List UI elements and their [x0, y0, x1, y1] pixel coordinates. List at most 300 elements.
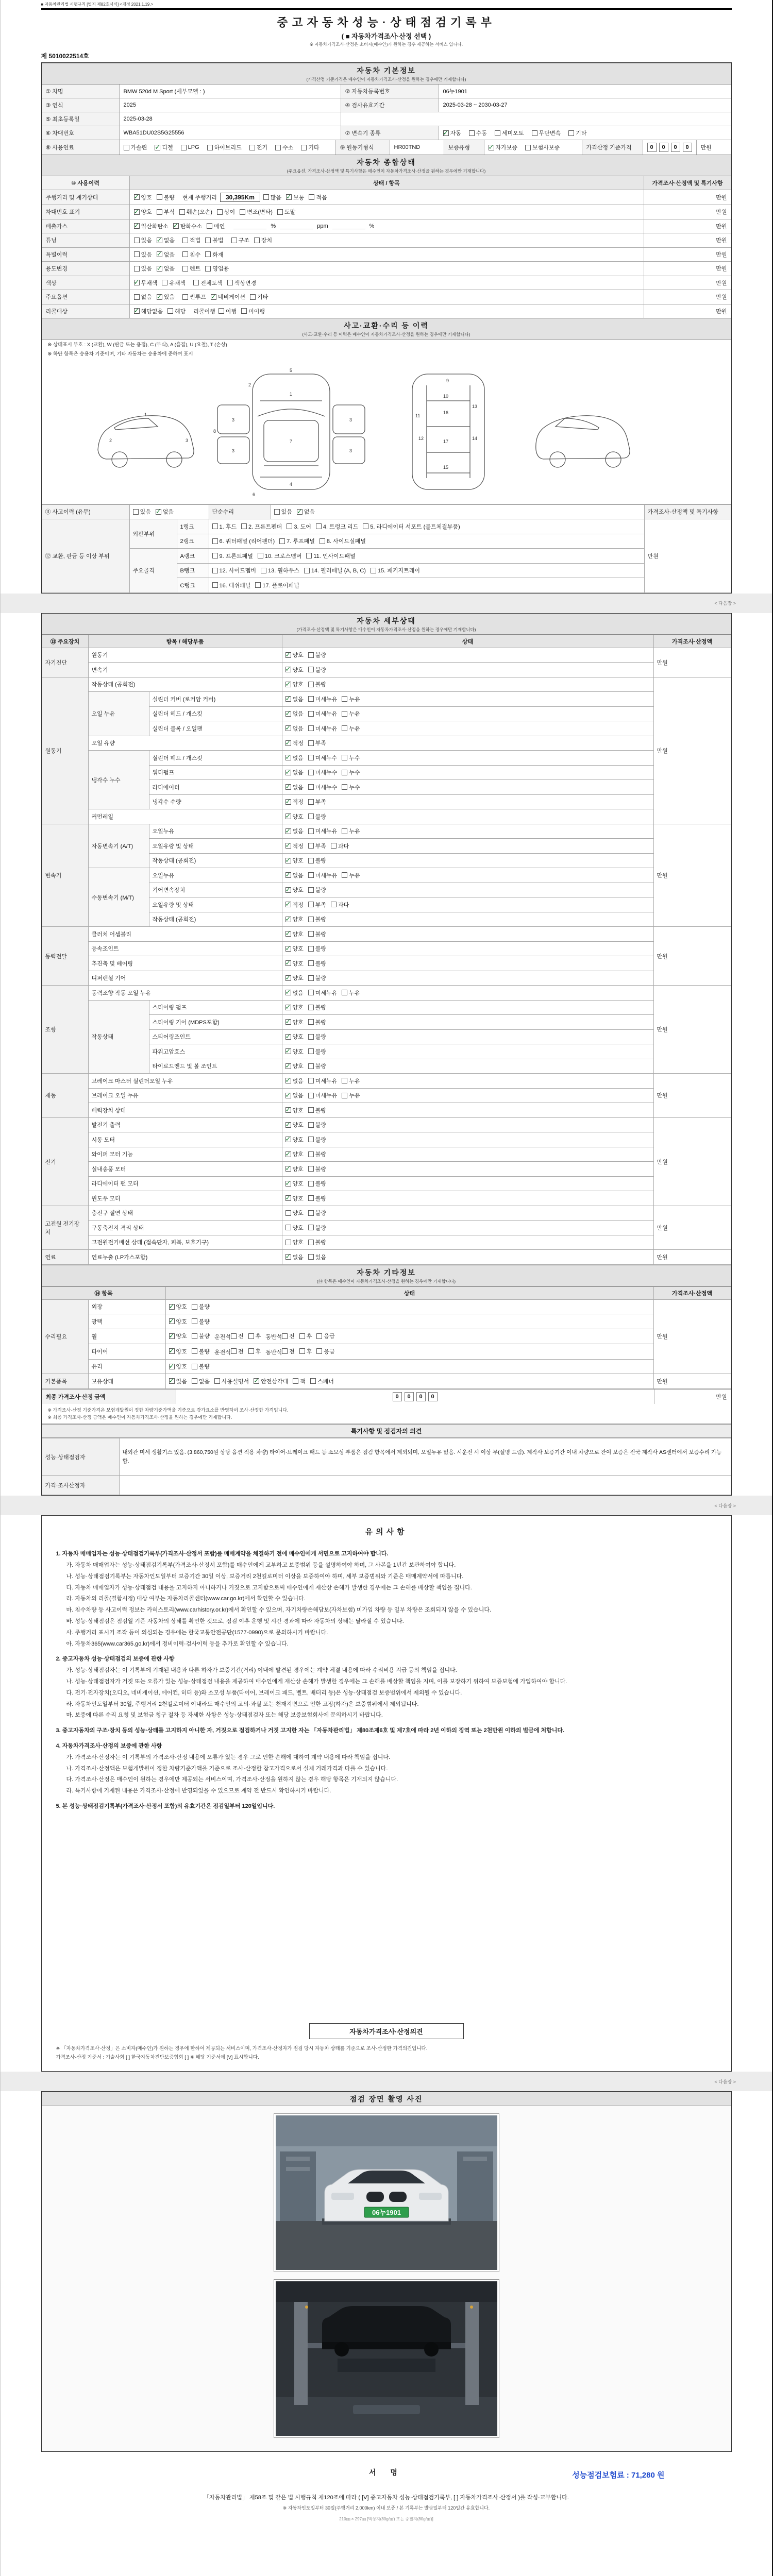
etc-item: 유리: [88, 1359, 165, 1374]
checkbox-option[interactable]: [297, 507, 315, 516]
checkbox-box: [285, 946, 291, 952]
checkbox-box: [169, 1378, 175, 1384]
checkbox-label: 없음: [163, 238, 175, 244]
checkbox-option[interactable]: [212, 566, 256, 574]
checkbox-option[interactable]: [157, 193, 175, 201]
checkbox-option[interactable]: [309, 193, 327, 201]
checkbox-option[interactable]: [320, 537, 366, 545]
checkbox-option[interactable]: [285, 768, 304, 776]
checkbox-box: [285, 1078, 291, 1083]
checkbox-option[interactable]: [308, 651, 326, 659]
checkbox-option[interactable]: [192, 1302, 210, 1311]
etc-state: [165, 1374, 653, 1389]
checkbox-option[interactable]: [261, 566, 299, 574]
checkbox-option[interactable]: [489, 143, 518, 151]
accident-table: [42, 504, 731, 593]
detail-row: [42, 809, 731, 824]
checkbox-option[interactable]: [308, 1121, 326, 1129]
checkbox-option[interactable]: [308, 1136, 326, 1144]
checkbox-label: 양호: [292, 1122, 304, 1128]
checkbox-option[interactable]: [285, 1003, 304, 1011]
checkbox-option[interactable]: [162, 279, 186, 287]
checkbox-group: [219, 307, 270, 316]
checkbox-option[interactable]: [308, 1150, 326, 1158]
checkbox-option[interactable]: [279, 537, 315, 545]
checkbox-option[interactable]: [169, 1317, 187, 1326]
checkbox-box: [342, 755, 347, 760]
valuation-opinion-title: 자동차가격조사·산정의견: [309, 2023, 464, 2039]
checkbox-option[interactable]: [308, 783, 338, 791]
checkbox-option[interactable]: [157, 264, 175, 273]
checkbox-option[interactable]: [308, 827, 338, 835]
checkbox-option[interactable]: [285, 1062, 304, 1070]
checkbox-option[interactable]: [308, 1047, 326, 1056]
checkbox-label: 디젤: [162, 145, 173, 151]
checkbox-option[interactable]: [182, 264, 200, 273]
checkbox-option[interactable]: [285, 989, 304, 997]
checkbox-option[interactable]: [342, 827, 360, 835]
checkbox-option[interactable]: [167, 307, 186, 315]
checkbox-option[interactable]: [231, 1332, 244, 1340]
checkbox-group: [182, 250, 228, 259]
checkbox-option[interactable]: [169, 1347, 187, 1355]
svg-text:3: 3: [349, 448, 352, 453]
checkbox-option[interactable]: [342, 724, 360, 733]
checkbox-option[interactable]: [157, 208, 175, 216]
checkbox-label: 9. 프론트패널: [219, 553, 253, 560]
checkbox-option[interactable]: [308, 944, 326, 953]
checkbox-option[interactable]: [285, 680, 304, 688]
checkbox-option[interactable]: [285, 1150, 304, 1158]
overall-row-state: [129, 190, 644, 205]
checkbox-box: [308, 828, 314, 834]
checkbox-option[interactable]: [286, 193, 304, 201]
checkbox-option[interactable]: [285, 739, 304, 747]
checkbox-option[interactable]: [308, 856, 326, 865]
checkbox-label: 누유: [349, 711, 360, 717]
checkbox-option[interactable]: [231, 236, 249, 244]
checkbox-option[interactable]: [249, 143, 267, 151]
checkbox-option[interactable]: [134, 264, 152, 273]
checkbox-option[interactable]: [308, 1091, 338, 1099]
rank-items: [209, 534, 644, 549]
checkbox-option[interactable]: [211, 293, 245, 301]
checkbox-box: [308, 1210, 314, 1216]
checkbox-option[interactable]: [192, 1377, 210, 1385]
checkbox-box: [320, 538, 325, 544]
checkbox-option[interactable]: [342, 989, 360, 997]
checkbox-option[interactable]: [308, 739, 326, 747]
checkbox-label: 변조(변타): [247, 209, 273, 215]
checkbox-option[interactable]: [308, 1062, 326, 1070]
checkbox-box: [308, 1151, 314, 1157]
checkbox-option[interactable]: [285, 1018, 304, 1026]
checkbox-option[interactable]: [308, 959, 326, 968]
device-item: 오일 유량: [88, 736, 282, 751]
checkbox-option[interactable]: [285, 1165, 304, 1173]
checkbox-option[interactable]: [285, 930, 304, 938]
checkbox-option[interactable]: [285, 827, 304, 835]
blank-field[interactable]: [280, 223, 313, 229]
checkbox-box: [342, 828, 347, 834]
checkbox-option[interactable]: [342, 1077, 360, 1085]
checkbox-option[interactable]: [156, 507, 174, 516]
checkbox-option[interactable]: [134, 193, 152, 201]
device-item: 타이로드엔드 및 볼 조인트: [149, 1059, 282, 1074]
checkbox-label: 불량: [315, 1122, 327, 1128]
checkbox-option[interactable]: [316, 1332, 334, 1340]
checkbox-option[interactable]: [241, 522, 282, 531]
checkbox-option[interactable]: [169, 1362, 187, 1370]
checkbox-option[interactable]: [308, 1077, 338, 1085]
checkbox-option[interactable]: [169, 1302, 187, 1311]
photos-header: [42, 2092, 731, 2106]
rank-items: [209, 519, 644, 534]
checkbox-label: 1. 후드: [219, 523, 237, 530]
checkbox-option[interactable]: [205, 250, 223, 259]
checkbox-option[interactable]: [285, 944, 304, 953]
checkbox-option[interactable]: [308, 989, 338, 997]
overall-head-row: [42, 176, 731, 190]
checkbox-option[interactable]: [214, 1377, 249, 1385]
checkbox-option[interactable]: [263, 193, 281, 201]
checkbox-option[interactable]: [192, 1317, 210, 1326]
checkbox-option[interactable]: [285, 1121, 304, 1129]
checkbox-option[interactable]: [308, 812, 326, 821]
checkbox-option[interactable]: [316, 1347, 334, 1355]
checkbox-option[interactable]: [285, 709, 304, 718]
checkbox-box: [134, 251, 140, 257]
checkbox-label: 후: [306, 1348, 312, 1355]
checkbox-box: [205, 266, 211, 272]
checkbox-option[interactable]: [285, 1091, 304, 1099]
checkbox-label: 없음: [292, 711, 304, 717]
checkbox-option[interactable]: [308, 901, 326, 909]
checkbox-option[interactable]: [342, 754, 360, 762]
checkbox-box: [155, 145, 160, 150]
device-item: 윈도우 모터: [88, 1191, 282, 1206]
checkbox-option[interactable]: [169, 1332, 187, 1340]
checkbox-option[interactable]: [182, 250, 200, 259]
price-digit: 0: [647, 143, 657, 152]
checkbox-label: 양호: [292, 1225, 304, 1231]
checkbox-option[interactable]: [212, 537, 275, 545]
checkbox-option[interactable]: [179, 208, 212, 216]
checkbox-option[interactable]: [173, 222, 203, 230]
device-group: 고전원 전기장치: [42, 1206, 88, 1250]
checkbox-option[interactable]: [308, 1179, 326, 1188]
checkbox-option[interactable]: [193, 279, 223, 287]
checkbox-option[interactable]: [182, 236, 200, 244]
checkbox-option[interactable]: [134, 222, 169, 230]
photo-front-svg: [276, 2115, 497, 2270]
etc-title: 자동차 기타정보: [357, 1268, 416, 1277]
checkbox-option[interactable]: [285, 1032, 304, 1041]
checkbox-label: 불량: [315, 917, 327, 923]
checkbox-option[interactable]: [342, 871, 360, 879]
overall-row-label: 색상: [42, 276, 129, 290]
accident-history-state: [129, 504, 209, 519]
checkbox-option[interactable]: [155, 143, 173, 151]
checkbox-option[interactable]: [231, 1347, 244, 1355]
checkbox-option[interactable]: [308, 1253, 326, 1261]
checkbox-option[interactable]: [285, 1077, 304, 1085]
legal-statement: 「자동차관리법」 제58조 및 같은 법 시행규칙 제120조에 따라 ( [V] 중고자동차 성능·상태점검기록부, [ ] 자동차가격조사·산정서 )를 작성·교부합니다.: [204, 2495, 569, 2501]
checkbox-option[interactable]: [287, 522, 311, 531]
checkbox-option[interactable]: [192, 1332, 210, 1340]
checkbox-option[interactable]: [308, 666, 326, 674]
checkbox-option[interactable]: [282, 1332, 295, 1340]
checkbox-option[interactable]: [308, 1003, 326, 1011]
detail-row: [42, 824, 731, 839]
checkbox-option[interactable]: [469, 129, 487, 137]
checkbox-label: 양호: [292, 858, 304, 864]
basic-info-header: [42, 63, 731, 84]
checkbox-option[interactable]: [308, 754, 338, 762]
checkbox-option[interactable]: [285, 871, 304, 879]
checkbox-option[interactable]: [275, 143, 293, 151]
checkbox-option[interactable]: [293, 1377, 306, 1385]
checkbox-label: 불량: [315, 1225, 327, 1231]
checkbox-option[interactable]: [133, 507, 151, 516]
checkbox-option[interactable]: [568, 129, 586, 137]
checkbox-option[interactable]: [285, 959, 304, 968]
checkbox-box: [205, 251, 211, 257]
checkbox-option[interactable]: [182, 293, 206, 301]
checkbox-label: 불량: [198, 1318, 210, 1325]
checkbox-option[interactable]: [285, 651, 304, 659]
blank-field[interactable]: [233, 223, 266, 229]
checkbox-option[interactable]: [134, 208, 152, 216]
checkbox-option[interactable]: [134, 279, 158, 287]
checkbox-box: [308, 1181, 314, 1187]
checkbox-option[interactable]: [285, 901, 304, 909]
checkbox-option[interactable]: [285, 1179, 304, 1188]
checkbox-option[interactable]: [525, 143, 560, 151]
checkbox-option[interactable]: [285, 798, 304, 806]
checkbox-option[interactable]: [308, 915, 326, 923]
overall-row-state: [129, 233, 644, 247]
checkbox-box: [231, 238, 237, 243]
checkbox-option[interactable]: [285, 1224, 304, 1232]
checkbox-option[interactable]: [258, 552, 301, 560]
checkbox-option[interactable]: [285, 812, 304, 821]
svg-text:12: 12: [418, 435, 424, 441]
checkbox-option[interactable]: [308, 974, 326, 982]
checkbox-option[interactable]: [308, 768, 338, 776]
checkbox-option[interactable]: [285, 886, 304, 894]
checkbox-option[interactable]: [157, 236, 175, 244]
checkbox-option[interactable]: [134, 250, 152, 259]
checkbox-label: 있음: [141, 251, 152, 258]
checkbox-option[interactable]: [240, 208, 273, 216]
checkbox-box: [285, 711, 291, 717]
checkbox-option[interactable]: [254, 236, 272, 244]
checkbox-option[interactable]: [248, 1332, 261, 1340]
checkbox-option[interactable]: [285, 724, 304, 733]
checkbox-box: [293, 1378, 298, 1384]
checkbox-option[interactable]: [248, 1347, 261, 1355]
checkbox-option[interactable]: [285, 1238, 304, 1246]
checkbox-box: [308, 872, 314, 878]
checkbox-box: [308, 814, 314, 819]
checkbox-option[interactable]: [282, 1347, 295, 1355]
basic-info-table: [42, 84, 731, 155]
checkbox-option[interactable]: [342, 768, 360, 776]
checkbox-option[interactable]: [304, 566, 366, 574]
checkbox-option[interactable]: [169, 1377, 187, 1385]
checkbox-option[interactable]: [308, 1224, 326, 1232]
checkbox-option[interactable]: [443, 129, 461, 137]
price-digit: 0: [683, 143, 692, 152]
checkbox-option[interactable]: [134, 307, 163, 315]
checkbox-option[interactable]: [308, 886, 326, 894]
final-price-unit: 만원: [654, 1389, 731, 1404]
checkbox-option[interactable]: [308, 709, 338, 718]
checkbox-option[interactable]: [308, 1209, 326, 1217]
checkbox-box: [308, 1137, 314, 1142]
checkbox-option[interactable]: [342, 709, 360, 718]
checkbox-option[interactable]: [306, 552, 355, 560]
device-item: 충전구 절연 상태: [88, 1206, 282, 1221]
checkbox-option[interactable]: [342, 1091, 360, 1099]
checkbox-option[interactable]: [134, 293, 152, 301]
checkbox-option[interactable]: [205, 236, 223, 244]
checkbox-box: [285, 1195, 291, 1201]
checkbox-option[interactable]: [217, 208, 235, 216]
checkbox-label: 불량: [315, 1107, 327, 1114]
checkbox-option[interactable]: [212, 552, 253, 560]
checkbox-option[interactable]: [250, 293, 268, 301]
checkbox-label: 양호: [292, 814, 304, 820]
blank-field[interactable]: [332, 223, 365, 229]
checkbox-box: [308, 1107, 314, 1113]
checkbox-option[interactable]: [157, 293, 175, 301]
checkbox-box: [285, 725, 291, 731]
checkbox-label: 침수: [190, 251, 201, 258]
checkbox-option[interactable]: [124, 143, 147, 151]
checkbox-option[interactable]: [285, 754, 304, 762]
checkbox-option[interactable]: [495, 129, 524, 137]
checkbox-option[interactable]: [285, 1253, 304, 1261]
device-state: [282, 986, 653, 1001]
checkbox-option[interactable]: [254, 1377, 288, 1385]
checkbox-option[interactable]: [207, 143, 242, 151]
checkbox-option[interactable]: [285, 974, 304, 982]
checkbox-option[interactable]: [308, 724, 338, 733]
checkbox-option[interactable]: [299, 1332, 312, 1340]
checkbox-option[interactable]: [308, 1032, 326, 1041]
checkbox-option[interactable]: [207, 222, 225, 230]
checkbox-option[interactable]: [285, 783, 304, 791]
checkbox-option[interactable]: [363, 522, 460, 531]
checkbox-option[interactable]: [227, 279, 257, 287]
checkbox-group: [316, 1349, 339, 1355]
checkbox-group: [134, 222, 230, 231]
checkbox-option[interactable]: [212, 581, 251, 589]
checkbox-option[interactable]: [285, 842, 304, 850]
checkbox-box: [568, 130, 574, 136]
checkbox-box: [169, 1333, 175, 1339]
device-item: 와이퍼 모터 기능: [88, 1147, 282, 1162]
checkbox-option[interactable]: [285, 1209, 304, 1217]
checkbox-option[interactable]: [241, 307, 265, 315]
checkbox-label: 양호: [176, 1333, 187, 1340]
overall-col-price: 가격조사·산정액 및 특기사항: [644, 176, 731, 190]
checkbox-option[interactable]: [219, 307, 237, 315]
checkbox-option[interactable]: [285, 695, 304, 703]
checkbox-option[interactable]: [255, 581, 299, 589]
checkbox-box: [308, 1195, 314, 1201]
checkbox-option[interactable]: [308, 930, 326, 938]
checkbox-option[interactable]: [285, 856, 304, 865]
checkbox-label: 불량: [198, 1348, 210, 1355]
checkbox-option[interactable]: [285, 666, 304, 674]
checkbox-option[interactable]: [316, 522, 358, 531]
checkbox-option[interactable]: [308, 1194, 326, 1202]
checkbox-option[interactable]: [285, 1106, 304, 1114]
damage-code-legend: ※ 상태표시 부호 : X (교환), W (판금 또는 용접), C (부식), A (흠집), U (요철), T (손상): [47, 342, 227, 348]
checkbox-option[interactable]: [205, 264, 229, 273]
checkbox-option[interactable]: [308, 1238, 326, 1246]
checkbox-option[interactable]: [274, 507, 292, 516]
model-year-value: 2025: [119, 98, 341, 112]
notice-line: 라. 자동차의 리콜(결함시정) 대상 여부는 자동차리콜센터(www.car.go.kr)에서 확인할 수 있습니다.: [66, 1596, 306, 1602]
checkbox-option[interactable]: [308, 695, 338, 703]
checkbox-option[interactable]: [342, 783, 360, 791]
checkbox-option[interactable]: [342, 695, 360, 703]
checkbox-option[interactable]: [532, 129, 561, 137]
checkbox-option[interactable]: [181, 144, 199, 150]
checkbox-option[interactable]: [157, 250, 175, 259]
checkbox-option[interactable]: [285, 1047, 304, 1056]
checkbox-label: 적법: [190, 238, 201, 244]
checkbox-label: 양호: [292, 1195, 304, 1202]
device-state: [282, 941, 653, 956]
checkbox-option[interactable]: [285, 1136, 304, 1144]
device-subgroup: 오일 누유: [88, 692, 149, 736]
checkbox-option[interactable]: [308, 680, 326, 688]
checkbox-option[interactable]: [285, 915, 304, 923]
etc-row: [42, 1359, 731, 1374]
overall-row-price: 만원: [644, 262, 731, 276]
checkbox-option[interactable]: [371, 566, 420, 574]
checkbox-option[interactable]: [134, 236, 152, 244]
checkbox-label: 양호: [292, 652, 304, 658]
checkbox-option[interactable]: [192, 1362, 210, 1370]
checkbox-option[interactable]: [308, 871, 338, 879]
checkbox-box: [308, 1166, 314, 1172]
checkbox-option[interactable]: [308, 1165, 326, 1173]
checkbox-option[interactable]: [285, 1194, 304, 1202]
checkbox-option[interactable]: [277, 208, 295, 216]
checkbox-option[interactable]: [331, 901, 349, 909]
checkbox-option[interactable]: [308, 1018, 326, 1026]
checkbox-option[interactable]: [331, 842, 349, 850]
checkbox-option[interactable]: [192, 1347, 210, 1355]
checkbox-option[interactable]: [301, 143, 319, 151]
checkbox-option[interactable]: [308, 842, 326, 850]
checkbox-option[interactable]: [212, 522, 237, 531]
checkbox-option[interactable]: [299, 1347, 312, 1355]
checkbox-option[interactable]: [308, 798, 326, 806]
checkbox-label: 불량: [315, 1034, 327, 1040]
checkbox-box: [192, 1378, 197, 1384]
checkbox-box: [308, 843, 314, 849]
checkbox-option[interactable]: [308, 1106, 326, 1114]
checkbox-label: 영업용: [212, 266, 229, 272]
checkbox-option[interactable]: [310, 1377, 334, 1385]
